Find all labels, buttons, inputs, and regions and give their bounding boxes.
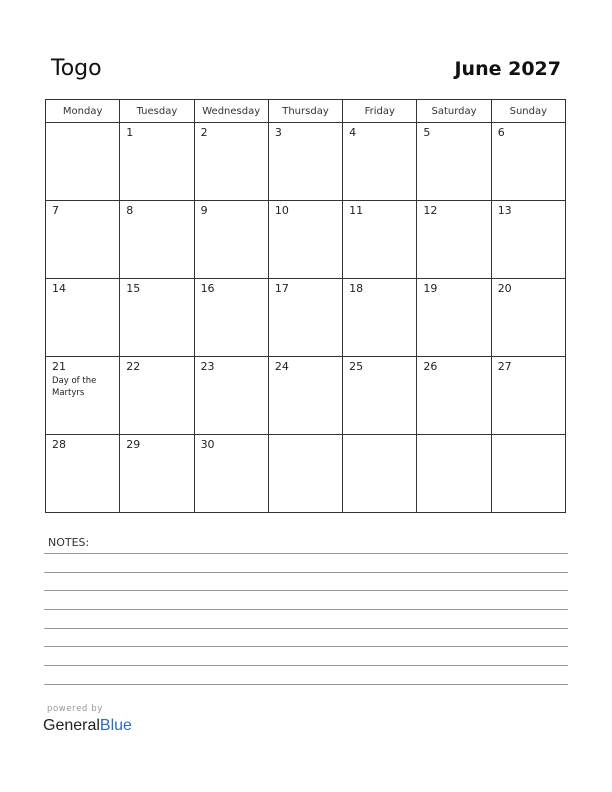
weekday-header-row bbox=[46, 100, 566, 123]
generalblue-logo[interactable] bbox=[43, 716, 132, 736]
day-cell bbox=[194, 201, 268, 279]
day-number: 12 bbox=[423, 204, 438, 217]
empty-day-cell bbox=[268, 435, 342, 513]
day-number: 27 bbox=[497, 360, 512, 373]
day-cell bbox=[343, 279, 417, 357]
day-cell bbox=[268, 123, 342, 201]
day-number: 11 bbox=[349, 204, 364, 217]
day-cell bbox=[343, 357, 417, 435]
day-cell bbox=[194, 123, 268, 201]
notes-line bbox=[44, 572, 568, 573]
day-number: 13 bbox=[497, 204, 512, 217]
day-number: 21 bbox=[52, 360, 66, 373]
day-number: 3 bbox=[274, 126, 282, 139]
empty-day-cell bbox=[343, 435, 417, 513]
day-cell bbox=[120, 201, 194, 279]
brand-name-part2: Blue bbox=[99, 717, 132, 734]
day-cell bbox=[46, 279, 120, 357]
day-cell bbox=[268, 279, 342, 357]
weekday-header: Friday bbox=[343, 100, 417, 123]
day-cell bbox=[268, 201, 342, 279]
month-year-title: June 2027 bbox=[454, 58, 561, 80]
notes-line bbox=[44, 665, 568, 666]
day-number: 1 bbox=[126, 126, 134, 139]
day-number: 28 bbox=[52, 438, 66, 451]
notes-line bbox=[44, 684, 568, 685]
weekday-header: Thursday bbox=[268, 100, 342, 123]
day-cell bbox=[491, 201, 565, 279]
day-cell bbox=[120, 357, 194, 435]
day-cell bbox=[120, 279, 194, 357]
notes-line bbox=[44, 646, 568, 647]
day-number: 19 bbox=[423, 282, 438, 295]
notes-line bbox=[44, 628, 568, 629]
empty-day-cell bbox=[417, 435, 491, 513]
day-number: 17 bbox=[274, 282, 289, 295]
day-number: 23 bbox=[200, 360, 215, 373]
day-number: 20 bbox=[497, 282, 512, 295]
weekday-header: Saturday bbox=[417, 100, 491, 123]
day-number: 4 bbox=[349, 126, 357, 139]
day-cell bbox=[343, 201, 417, 279]
calendar-grid bbox=[45, 99, 566, 513]
day-cell bbox=[491, 357, 565, 435]
day-cell bbox=[194, 357, 268, 435]
brand-name-part1: General bbox=[43, 717, 100, 734]
day-number: 24 bbox=[274, 360, 289, 373]
day-cell bbox=[46, 435, 120, 513]
day-cell bbox=[491, 123, 565, 201]
powered-by-text: powered by bbox=[47, 704, 103, 714]
day-number: 22 bbox=[126, 360, 141, 373]
day-number: 10 bbox=[274, 204, 289, 217]
empty-day-cell bbox=[46, 123, 120, 201]
day-cell bbox=[491, 279, 565, 357]
calendar-week-row bbox=[46, 201, 566, 279]
day-cell bbox=[46, 201, 120, 279]
day-number: 6 bbox=[497, 126, 505, 139]
country-title: Togo bbox=[51, 56, 102, 81]
day-cell bbox=[417, 279, 491, 357]
day-cell bbox=[120, 123, 194, 201]
calendar-week-row bbox=[46, 357, 566, 435]
day-number: 30 bbox=[200, 438, 215, 451]
calendar-body bbox=[46, 123, 566, 513]
day-cell bbox=[268, 357, 342, 435]
day-number: 15 bbox=[126, 282, 141, 295]
calendar-week-row bbox=[46, 279, 566, 357]
day-number: 25 bbox=[349, 360, 364, 373]
day-cell bbox=[417, 123, 491, 201]
day-cell bbox=[343, 123, 417, 201]
weekday-header: Wednesday bbox=[194, 100, 268, 123]
notes-label: NOTES: bbox=[48, 536, 90, 549]
calendar-week-row bbox=[46, 435, 566, 513]
empty-day-cell bbox=[491, 435, 565, 513]
day-number: 2 bbox=[200, 126, 208, 139]
notes-line bbox=[44, 590, 568, 591]
day-number: 5 bbox=[423, 126, 431, 139]
day-number: 7 bbox=[52, 204, 59, 217]
day-number: 8 bbox=[126, 204, 134, 217]
calendar-week-row bbox=[46, 123, 566, 201]
weekday-header: Tuesday bbox=[120, 100, 194, 123]
day-number: 14 bbox=[52, 282, 66, 295]
day-number: 29 bbox=[126, 438, 141, 451]
day-cell bbox=[120, 435, 194, 513]
notes-line bbox=[44, 609, 568, 610]
day-cell bbox=[417, 201, 491, 279]
notes-line bbox=[44, 553, 568, 554]
weekday-header: Sunday bbox=[491, 100, 565, 123]
day-cell bbox=[46, 357, 120, 435]
weekday-header: Monday bbox=[46, 100, 120, 123]
day-number: 26 bbox=[423, 360, 438, 373]
day-cell bbox=[194, 279, 268, 357]
day-number: 18 bbox=[349, 282, 364, 295]
day-cell bbox=[194, 435, 268, 513]
day-cell bbox=[417, 357, 491, 435]
day-number: 9 bbox=[200, 204, 208, 217]
day-number: 16 bbox=[200, 282, 215, 295]
holiday-label: Day of the Martyrs bbox=[52, 376, 97, 398]
